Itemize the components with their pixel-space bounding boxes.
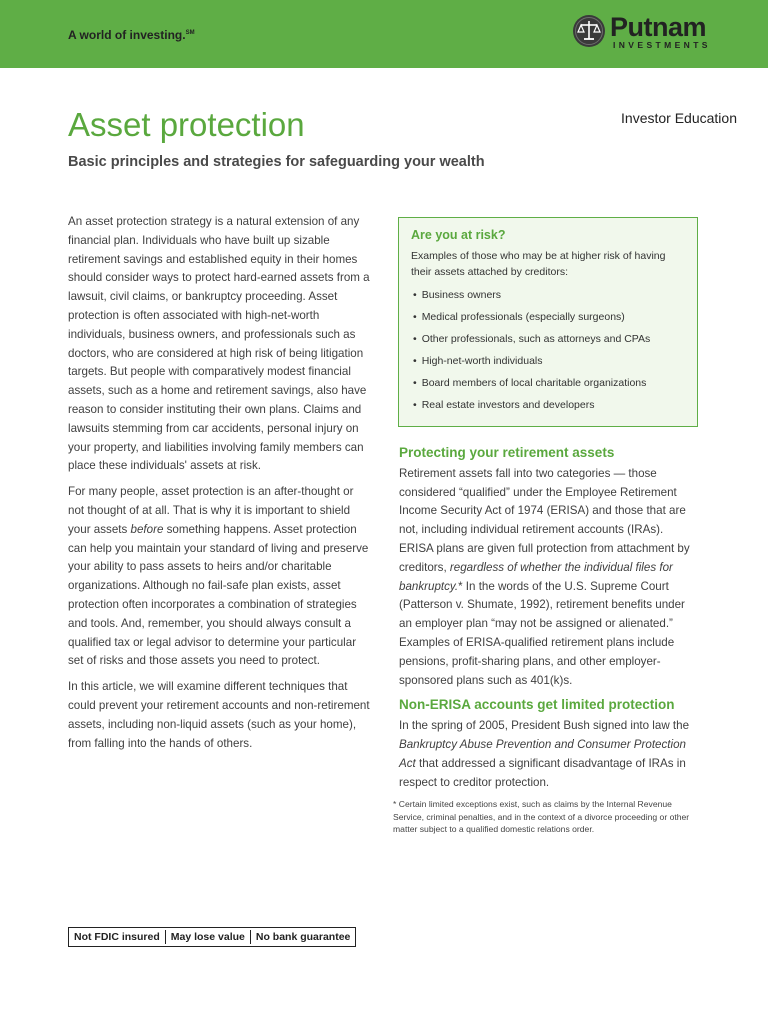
page-title: Asset protection bbox=[68, 106, 305, 143]
risk-sidebar-box bbox=[398, 217, 698, 427]
fdic-disclaimer bbox=[68, 927, 356, 947]
tagline: A world of investing.℠ bbox=[68, 28, 195, 42]
retirement-paragraph: Retirement assets fall into two categories — those considered “qualified” under the Employee Retirement Income Security Act of 1974 (ERISA) and those that are not, including individual retirement accounts (IRAs). ERISA plans are given full protection from attachment by creditors, regardless of whether the individual files for bankruptcy.* In the words of the U.S. Supreme Court (Patterson v. Shumate, 1992), retirement benefits under an employer plan “may not be assigned or alienated.” Examples of ERISA-qualified retirement plans include pensions, profit-sharing plans, and other employer-sponsored plans such as 401(k)s. bbox=[399, 466, 690, 687]
list-item: • Medical professionals (especially surgeons) bbox=[411, 306, 685, 328]
non-erisa-heading: Non-ERISA accounts get limited protection bbox=[399, 697, 675, 713]
logo-wordmark: Putnam bbox=[610, 12, 707, 42]
scales-icon bbox=[572, 14, 606, 48]
risk-box-title: Are you at risk? bbox=[411, 228, 506, 242]
risk-box-intro: Examples of those who may be at higher risk of having their assets attached by creditors: bbox=[411, 250, 666, 278]
intro-paragraph: An asset protection strategy is a natural extension of any financial plan. Individuals who have built up sizable retirement savings and established equity in their homes should consider ways to protect hard-earned assets from a lawsuit, civil claims, or bankruptcy proceeding. Asset protection is often associated with high-net-worth individuals, business owners, and professionals such as doctors, who are considered at high risk of being litigation targets. But people with comparatively modest financial assets, such as a home and retirement savings, also have reason to consider instituting their own plans. Claims and lawsuits stemming from car accidents, personal injury on your property, and liabilities involving family members can place these individuals' assets at risk. bbox=[68, 215, 370, 473]
list-item: • High-net-worth individuals bbox=[411, 350, 685, 372]
non-erisa-paragraph: In the spring of 2005, President Bush signed into law the Bankruptcy Abuse Prevention and Consumer Protection Act that addressed a significant disadvantage of IRAs in respect to creditor protection. bbox=[399, 719, 690, 789]
divider bbox=[250, 930, 251, 944]
divider bbox=[165, 930, 166, 944]
series-label: Investor Education bbox=[621, 110, 737, 126]
left-column bbox=[68, 213, 372, 760]
list-item: • Other professionals, such as attorneys and CPAs bbox=[411, 328, 685, 350]
list-item: • Board members of local charitable organizations bbox=[411, 372, 685, 394]
disclaimer-no-bank-guarantee: No bank guarantee bbox=[255, 931, 351, 943]
disclaimer-not-fdic: Not FDIC insured bbox=[74, 931, 160, 943]
footnote: * Certain limited exceptions exist, such as claims by the Internal Revenue Service, criminal penalties, and in the context of a divorce proceeding or other matter subject to a qualified domestic relations order. bbox=[393, 799, 690, 835]
putnam-logo[interactable] bbox=[572, 14, 732, 56]
logo-subtitle: INVESTMENTS bbox=[613, 40, 711, 50]
service-mark: SM bbox=[185, 30, 195, 36]
list-item: • Business owners bbox=[411, 284, 685, 306]
right-column bbox=[399, 444, 699, 798]
list-item: • Real estate investors and developers bbox=[411, 394, 685, 416]
third-paragraph: In this article, we will examine different techniques that could prevent your retirement accounts and non-retirement assets, including non-liquid assets (such as your home), from falling into the hands of others. bbox=[68, 680, 370, 750]
page-subtitle: Basic principles and strategies for safeguarding your wealth bbox=[68, 154, 485, 170]
header-bar bbox=[0, 0, 768, 68]
second-paragraph: For many people, asset protection is an after-thought or not thought of at all. That is why it is important to shield your assets before something happens. Asset protection can help you maintain your standard of living and preserve your ability to pass assets to heirs and/or charitable organizations. Although no fail-safe plan exists, asset protection often incorporates a combination of strategies and tools. And, remember, you should always consult a qualified tax or legal advisor to determine your particular set of risks and those assets you need to protect. bbox=[68, 485, 369, 668]
disclaimer-may-lose-value: May lose value bbox=[170, 931, 245, 943]
retirement-heading: Protecting your retirement assets bbox=[399, 445, 615, 460]
risk-list bbox=[411, 284, 685, 416]
